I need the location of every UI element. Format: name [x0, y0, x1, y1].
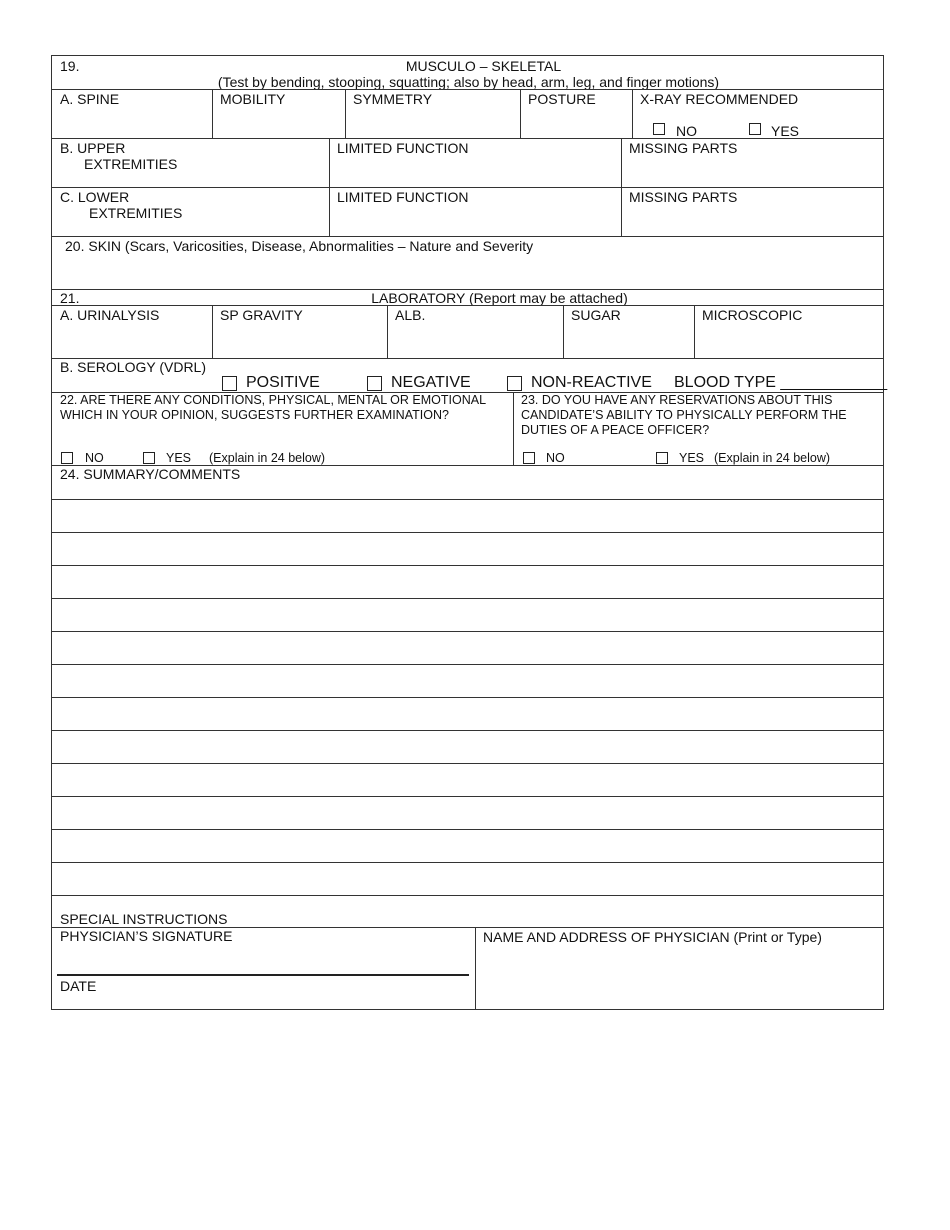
mobility-field[interactable]: MOBILITY	[220, 91, 286, 107]
lower-limited-function-field[interactable]: LIMITED FUNCTION	[337, 189, 469, 205]
special-instructions-label: SPECIAL INSTRUCTIONS	[60, 911, 228, 927]
blood-type-field[interactable]: BLOOD TYPE ____________	[674, 374, 888, 391]
q22-no-checkbox[interactable]	[61, 452, 73, 464]
section-19-subtitle: (Test by bending, stooping, squatting; also by head, arm, leg, and finger motions)	[217, 74, 720, 90]
alb-field[interactable]: ALB.	[395, 307, 426, 323]
microscopic-field[interactable]: MICROSCOPIC	[702, 307, 803, 323]
positive-label: POSITIVE	[246, 374, 320, 391]
lower-missing-parts-field[interactable]: MISSING PARTS	[629, 189, 738, 205]
non-reactive-label: NON-REACTIVE	[531, 374, 652, 391]
section-21-number: 21.	[60, 290, 80, 306]
q22-no-label: NO	[85, 451, 104, 465]
upper-label-2: EXTREMITIES	[84, 156, 178, 172]
urinalysis-label: A. URINALYSIS	[60, 307, 160, 323]
lower-label-1: C. LOWER	[60, 189, 130, 205]
negative-checkbox[interactable]	[367, 376, 382, 391]
section-19-number: 19.	[60, 58, 80, 74]
sugar-field[interactable]: SUGAR	[571, 307, 621, 323]
posture-field[interactable]: POSTURE	[528, 91, 596, 107]
lower-label-2: EXTREMITIES	[89, 205, 183, 221]
section-19-title: MUSCULO – SKELETAL	[405, 58, 562, 74]
q23-no-label: NO	[546, 451, 565, 465]
negative-label: NEGATIVE	[391, 374, 471, 391]
sp-gravity-field[interactable]: SP GRAVITY	[220, 307, 303, 323]
xray-no-label: NO	[676, 123, 697, 139]
summary-comments-label: 24. SUMMARY/COMMENTS	[60, 466, 241, 482]
q22-explain-note: (Explain in 24 below)	[209, 451, 326, 465]
q23-yes-checkbox[interactable]	[656, 452, 668, 464]
q23-no-checkbox[interactable]	[523, 452, 535, 464]
xray-no-checkbox[interactable]	[653, 123, 665, 135]
skin-field[interactable]: 20. SKIN (Scars, Varicosities, Disease, Abnormalities – Nature and Severity	[65, 238, 534, 254]
q23-yes-label: YES	[679, 451, 705, 465]
physician-name-address-field[interactable]: NAME AND ADDRESS OF PHYSICIAN (Print or Type)	[483, 929, 822, 945]
q22-line2: WHICH IN YOUR OPINION, SUGGESTS FURTHER EXAMINATION?	[60, 408, 449, 422]
medical-exam-form	[51, 55, 888, 1010]
signature-line[interactable]	[57, 974, 469, 976]
symmetry-field[interactable]: SYMMETRY	[353, 91, 433, 107]
upper-limited-function-field[interactable]: LIMITED FUNCTION	[337, 140, 469, 156]
xray-yes-checkbox[interactable]	[749, 123, 761, 135]
q22-yes-label: YES	[166, 451, 192, 465]
q23-line3: DUTIES OF A PEACE OFFICER?	[521, 423, 710, 437]
spine-label: A. SPINE	[60, 91, 120, 107]
positive-checkbox[interactable]	[222, 376, 237, 391]
serology-label: B. SEROLOGY (VDRL)	[60, 359, 207, 375]
date-label[interactable]: DATE	[60, 978, 97, 994]
q22-line1: 22. ARE THERE ANY CONDITIONS, PHYSICAL, MENTAL OR EMOTIONAL	[60, 393, 487, 407]
physician-signature-label: PHYSICIAN’S SIGNATURE	[60, 928, 233, 944]
upper-missing-parts-field[interactable]: MISSING PARTS	[629, 140, 738, 156]
q22-yes-checkbox[interactable]	[143, 452, 155, 464]
q23-explain-note: (Explain in 24 below)	[714, 451, 831, 465]
xray-yes-label: YES	[771, 123, 800, 139]
non-reactive-checkbox[interactable]	[507, 376, 522, 391]
xray-recommended-label: X-RAY RECOMMENDED	[640, 91, 799, 107]
q23-line1: 23. DO YOU HAVE ANY RESERVATIONS ABOUT THIS	[521, 393, 833, 407]
upper-label-1: B. UPPER	[60, 140, 126, 156]
q23-line2: CANDIDATE’S ABILITY TO PHYSICALLY PERFORM THE	[521, 408, 847, 422]
section-21-title: LABORATORY (Report may be attached)	[371, 290, 628, 306]
